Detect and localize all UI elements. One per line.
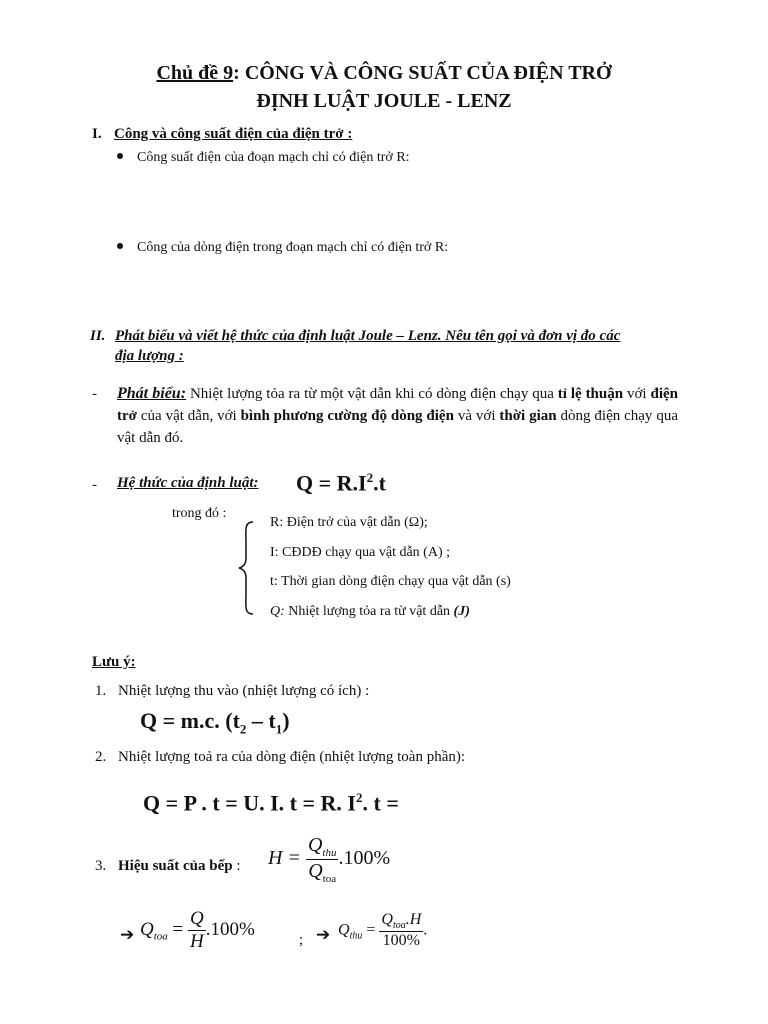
- formula-part: . t =: [362, 790, 399, 816]
- def-i: I: CĐDĐ chạy qua vật dẫn (A) ;: [270, 545, 451, 560]
- lhs-sub: toa: [153, 930, 168, 943]
- note3-label-text: Hiệu suất của bếp: [118, 858, 233, 874]
- def-q-text: Nhiệt lượng tỏa ra từ vật dẫn: [284, 604, 454, 619]
- formula-sub: 2: [239, 721, 247, 737]
- note3-colon: :: [232, 858, 241, 874]
- numerator-sub: thu: [322, 847, 337, 859]
- numerator-tail: .H: [405, 911, 422, 928]
- curly-brace-icon: [236, 520, 256, 616]
- notes-heading: Lưu ý:: [92, 654, 136, 670]
- section2-heading-line1: Phát biểu và viết hệ thức của định luật Joule – Lenz. Nêu tên gọi và đơn vị đo các: [115, 328, 621, 344]
- bullet1-text: Công suất điện của đoạn mạch chỉ có điện trở R:: [137, 150, 410, 165]
- formula-sub: 1: [275, 721, 283, 737]
- statement-bold: bình phương cường độ dòng điện: [240, 408, 454, 424]
- fraction: [306, 834, 339, 885]
- section1-number: I.: [92, 126, 102, 142]
- formula-lhs: H =: [268, 847, 301, 870]
- statement-text: Nhiệt lượng tỏa ra từ một vật dẫn khi có dòng điện chạy qua: [186, 386, 558, 402]
- formula-part: ): [282, 708, 290, 733]
- formula-tail: .100%: [338, 847, 391, 870]
- fraction-denominator: 100%: [382, 932, 420, 950]
- statement-text: và với: [453, 408, 500, 424]
- note2-number: 2.: [95, 749, 107, 765]
- equals-sign: =: [362, 921, 376, 939]
- statement-bold: thời gian: [499, 408, 557, 424]
- statement-dash: -: [92, 386, 97, 402]
- def-q-unit: (J): [453, 604, 470, 619]
- formula-dash: -: [92, 477, 97, 493]
- section2-number: II.: [90, 328, 106, 344]
- section1-bullet1: [117, 150, 410, 166]
- lhs-sub: thu: [349, 930, 363, 942]
- page-subtitle: ĐỊNH LUẬT JOULE - LENZ: [256, 90, 512, 112]
- statement-text: với: [623, 386, 651, 402]
- formula-tail: .: [423, 921, 428, 939]
- statement-bold: điện trở: [117, 386, 679, 424]
- title-prefix: Chủ đề 9: [156, 62, 234, 84]
- formula-lhs: Q: [140, 918, 154, 940]
- formula-lhs: Q: [338, 921, 350, 939]
- title-line1: : CÔNG VÀ CÔNG SUẤT CỦA ĐIỆN TRỞ: [233, 62, 612, 84]
- section1-bullet2: [117, 240, 448, 256]
- formula-q-toa: [140, 908, 255, 953]
- bullet-icon: [117, 153, 123, 159]
- fraction-numerator: Q: [307, 834, 323, 856]
- statement-bold: tỉ lệ thuận: [557, 386, 624, 402]
- fraction: [188, 908, 206, 953]
- fraction: [379, 911, 423, 950]
- def-q-symbol: Q:: [270, 604, 285, 619]
- formula-sup: 2: [366, 470, 374, 485]
- note3-label: [118, 858, 241, 875]
- note3-number: 3.: [95, 858, 107, 874]
- page-title: [0, 62, 768, 85]
- formula-part: Q = m.c. (t: [140, 708, 240, 733]
- bullet2-text: Công của dòng điện trong đoạn mạch chỉ có điện trở R:: [137, 240, 449, 255]
- fraction-numerator: Q: [381, 911, 393, 928]
- section1-heading: Công và công suất điện của điện trở :: [114, 126, 353, 142]
- def-q: [270, 604, 470, 620]
- joule-formula: [296, 470, 386, 496]
- arrow-icon: ➔: [120, 925, 135, 944]
- where-label: trong đó :: [172, 506, 227, 521]
- formula-part: Q = P . t = U. I. t = R. I: [143, 790, 356, 816]
- def-t: t: Thời gian dòng điện chạy qua vật dẫn (s): [270, 574, 511, 589]
- denominator-sub: toa: [322, 873, 337, 885]
- formula-efficiency: [268, 834, 390, 885]
- note1-number: 1.: [95, 683, 107, 699]
- law-statement: [117, 383, 678, 449]
- arrow-icon: ➔: [316, 925, 331, 944]
- def-r: R: Điện trở của vật dẫn (Ω);: [270, 515, 428, 530]
- statement-text: của vật dẫn, với: [136, 408, 241, 424]
- fraction-denominator: Q: [308, 860, 323, 882]
- section2-heading-line2: địa lượng :: [115, 348, 184, 364]
- formula-tail: .100%: [205, 918, 255, 940]
- note2-text: Nhiệt lượng toả ra của dòng điện (nhiệt lượng toàn phần):: [118, 749, 466, 765]
- formula-part: Q = R.I: [296, 470, 367, 496]
- numerator-sub: toa: [392, 920, 406, 932]
- note1-text: Nhiệt lượng thu vào (nhiệt lượng có ích) :: [118, 683, 370, 699]
- equals-sign: =: [167, 918, 184, 940]
- formula-q-thu: [338, 911, 427, 950]
- separator: ;: [299, 932, 304, 948]
- formula-label: Hệ thức của định luật:: [117, 475, 259, 491]
- fraction-denominator: H: [190, 931, 204, 952]
- formula-sup: 2: [356, 790, 363, 805]
- statement-text: dòng điện chạy qua vật dẫn đó.: [117, 408, 678, 446]
- formula-total-heat: [143, 790, 399, 816]
- formula-part: – t: [246, 708, 276, 733]
- formula-useful-heat: [140, 708, 290, 737]
- fraction-numerator: Q: [190, 908, 204, 929]
- statement-label: Phát biểu:: [117, 385, 187, 402]
- bullet-icon: [117, 243, 123, 249]
- formula-part: .t: [373, 470, 386, 496]
